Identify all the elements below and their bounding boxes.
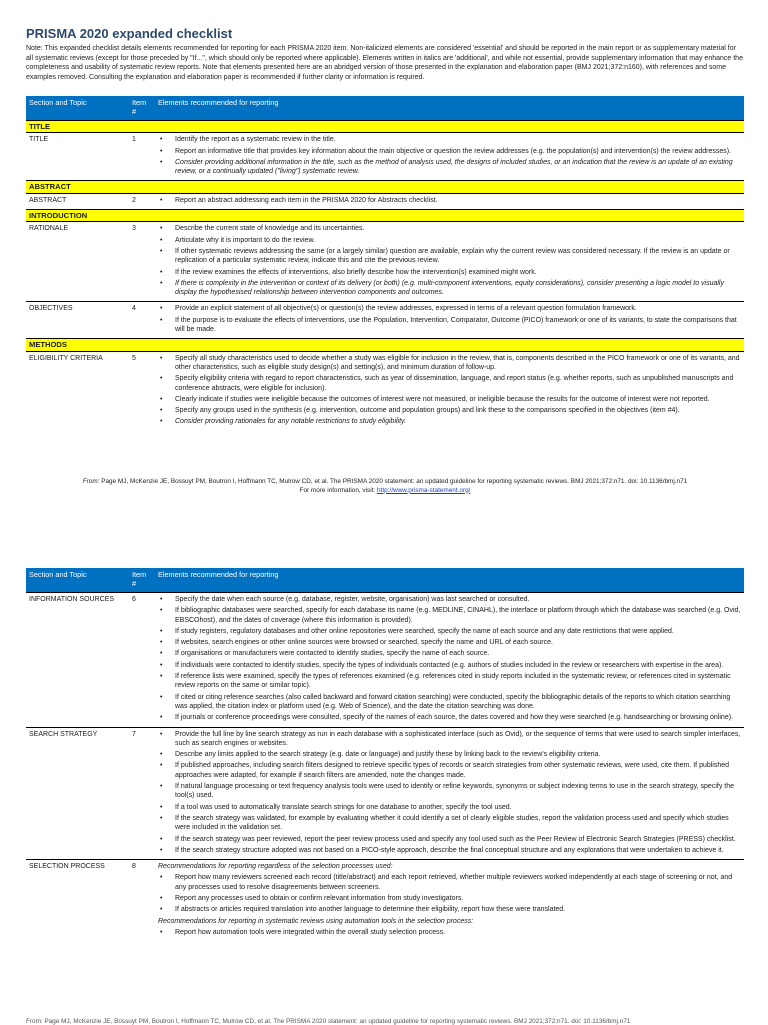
bullet-item: • If study registers, regulatory databases and other online repositories were searched, specify the name of each source and any date restrictions that were applied. xyxy=(158,627,741,636)
citation-text: Page MJ, McKenzie JE, Bossuyt PM, Boutron I, Hoffmann TC, Mulrow CD, et al. The PRISMA 2020 statement: an updated guideline for reporting systematic reviews. BMJ 2021;372:n71. doi: 10.1136/bmj.n71 xyxy=(101,478,688,485)
checklist-note: Note: This expanded checklist details elements recommended for reporting for each PRISMA 2020 item. Non-italicized elements are considered 'essential' and should be reported in the main report or as supplementary material for all systematic reviews (except for those preceded by "If...", which should only be reported where applicable). Elements written in italics are 'additional', and while not essential, provide supplementary information that may enhance the completeness and usability of systematic review reports. Note that elements presented here are an abridged version of those presented in the explanation and elaboration paper (BMJ 2021;372:n160), with references and some examples removed. Consulting the explanation and elaboration paper is recommended if further clarity or information is required. xyxy=(26,45,743,81)
elements-cell xyxy=(155,860,744,942)
citation-footer xyxy=(26,478,744,495)
topic-cell: OBJECTIVES xyxy=(26,302,129,339)
bullet-item: • Report an abstract addressing each item in the PRISMA 2020 for Abstracts checklist. xyxy=(158,196,741,205)
checklist-row xyxy=(26,351,744,431)
section-header-row xyxy=(26,121,744,133)
bullet-list xyxy=(158,196,741,205)
bullet-item: • Describe the current state of knowledge and its uncertainties. xyxy=(158,224,741,233)
bullet-item: • If the purpose is to evaluate the effects of interventions, use the Population, Intervention, Comparator, Outcome (PICO) framework or one of its variants, to state the comparisons that will be made. xyxy=(158,316,741,335)
item-number-cell: 4 xyxy=(129,302,155,339)
checklist-row xyxy=(26,133,744,181)
checklist-row xyxy=(26,593,744,728)
bullet-item: • If abstracts or articles required translation into another language to determine their eligibility, report how these were translated. xyxy=(158,905,741,914)
bullet-item: • If the search strategy was peer reviewed, report the peer review process used and specify any tool used such as the Peer Review of Electronic Search Strategies (PRESS) checklist. xyxy=(158,835,741,844)
bullet-item: • If reference lists were examined, specify the types of references examined (e.g. references cited in study reports included in the systematic review, or references cited in systematic review reports on the same or similar topic). xyxy=(158,672,741,691)
topic-cell: RATIONALE xyxy=(26,222,129,302)
bullet-item: • If the search strategy was validated, for example by evaluating whether it could identify a set of clearly eligible studies, report the validation process used and specify which studies were included in the validation set. xyxy=(158,814,741,833)
citation-footer-page-2: From: Page MJ, McKenzie JE, Bossuyt PM, Boutron I, Hoffmann TC, Mulrow CD, et al. The PRISMA 2020 statement: an updated guideline for reporting systematic reviews. BMJ 2021;372:n71. doi: 10.1136/bmj.n71 xyxy=(26,1018,631,1025)
prisma-website-link[interactable]: http://www.prisma-statement.org/ xyxy=(377,486,471,494)
item-number-cell: 1 xyxy=(129,133,155,181)
section-header: TITLE xyxy=(26,121,744,133)
bullet-item: • Specify all study characteristics used to decide whether a study was eligible for inclusion in the review, that is, components described in the PICO framework or one of its variants, and other characteristics, such as eligible study design(s) and setting(s), and minimum duration of follow-up. xyxy=(158,354,741,373)
page-gap xyxy=(0,530,768,558)
header-elements: Elements recommended for reporting xyxy=(155,568,744,593)
checklist-row xyxy=(26,222,744,302)
bullet-item: • If natural language processing or text frequency analysis tools were used to identify or refine keywords, synonyms or subject indexing terms to use in the search strategy, specify the tool(s) used. xyxy=(158,782,741,801)
bullet-list xyxy=(158,304,741,334)
bullet-item: • Articulate why it is important to do the review. xyxy=(158,236,741,245)
item-number-cell: 8 xyxy=(129,860,155,942)
bullet-item: • If a tool was used to automatically translate search strings for one database to another, specify the tool used. xyxy=(158,803,741,812)
elements-cell xyxy=(155,193,744,209)
checklist-row xyxy=(26,193,744,209)
bullet-item: • Specify any groups used in the synthesis (e.g. intervention, outcome and population groups) and link these to the comparisons specified in the objectives (item #4). xyxy=(158,406,741,415)
elements-cell xyxy=(155,727,744,860)
bullet-list xyxy=(158,862,741,937)
bullet-item: • Report an informative title that provides key information about the main objective or question the review addresses (e.g. the population(s) and intervention(s) the review addresses). xyxy=(158,147,741,156)
section-header: INTRODUCTION xyxy=(26,210,744,222)
topic-cell: SELECTION PROCESS xyxy=(26,860,129,942)
topic-cell: ABSTRACT xyxy=(26,193,129,209)
bullet-item: • If bibliographic databases were searched, specify for each database its name (e.g. MEDLINE, CINAHL), the interface or platform through which the database was searched (e.g. Ovid, EBSCOhost), and the dates of coverage (where this information is provided). xyxy=(158,606,741,625)
citation-label: From: xyxy=(82,478,100,485)
bullet-item: • Report any processes used to obtain or confirm relevant information from study investigators. xyxy=(158,894,741,903)
bullet-item: • If other systematic reviews addressing the same (or a largely similar) question are available, explain why the current review was considered necessary. If the review is an update or replication of a particular systematic review, indicate this and cite the previous review. xyxy=(158,247,741,266)
section-header-row xyxy=(26,210,744,222)
header-item-number: Item # xyxy=(129,568,155,593)
topic-cell: ELIGIBILITY CRITERIA xyxy=(26,351,129,431)
elements-cell xyxy=(155,133,744,181)
bullet-item: • Provide the full line by line search strategy as run in each database with a sophisticated interface (such as Ovid), or the sequence of terms that were used to search simpler interfaces, such as search engines or websites. xyxy=(158,730,741,749)
subheading: Recommendations for reporting in systematic reviews using automation tools in the selection process: xyxy=(158,917,474,925)
item-number-cell: 5 xyxy=(129,351,155,431)
table-header-row xyxy=(26,568,744,593)
bullet-item: • Describe any limits applied to the search strategy (e.g. date or language) and justify these by linking back to the review's eligibility criteria. xyxy=(158,750,741,759)
bullet-list xyxy=(158,595,741,723)
bullet-item: • If the search strategy structure adopted was not based on a PICO-style approach, describe the final conceptual structure and any explorations that were undertaken to achieve it. xyxy=(158,846,741,855)
header-section-topic: Section and Topic xyxy=(26,568,129,593)
checklist-row xyxy=(26,302,744,339)
bullet-item: • Consider providing rationales for any notable restrictions to study eligibility. xyxy=(158,417,741,426)
more-info-text: For more information, visit: xyxy=(299,486,376,494)
header-item-number: Item # xyxy=(129,96,155,121)
topic-cell: SEARCH STRATEGY xyxy=(26,727,129,860)
item-number-cell: 2 xyxy=(129,193,155,209)
header-section-topic: Section and Topic xyxy=(26,96,129,121)
checklist-table-page-1 xyxy=(26,96,744,431)
checklist-table-page-2 xyxy=(26,568,744,941)
bullet-list xyxy=(158,730,741,856)
section-header-row xyxy=(26,339,744,351)
bullet-list xyxy=(158,135,741,176)
bullet-item: • If there is complexity in the intervention or context of its delivery (or both) (e.g. multi-component interventions, equity considerations), consider presenting a logic model to visually display the hypothesised relationship between intervention components and outcomes. xyxy=(158,279,741,298)
section-header-row xyxy=(26,181,744,193)
bullet-item: • Clearly indicate if studies were ineligible because the outcomes of interest were not measured, or ineligible because the results for the outcome of interest were not reported. xyxy=(158,395,741,404)
section-header: METHODS xyxy=(26,339,744,351)
topic-cell: INFORMATION SOURCES xyxy=(26,593,129,728)
table-header-row xyxy=(26,96,744,121)
elements-cell xyxy=(155,593,744,728)
elements-cell xyxy=(155,351,744,431)
bullet-item: • Identify the report as a systematic review in the title. xyxy=(158,135,741,144)
bullet-item: • Provide an explicit statement of all objective(s) or question(s) the review addresses, expressed in terms of a relevant question formulation framework. xyxy=(158,304,741,313)
bullet-item: • If journals or conference proceedings were consulted, specify of the names of each source, the dates covered and how they were searched (e.g. handsearching or browsing online). xyxy=(158,713,741,722)
header-elements: Elements recommended for reporting xyxy=(155,96,744,121)
checklist-row xyxy=(26,860,744,942)
elements-cell xyxy=(155,302,744,339)
bullet-list xyxy=(158,354,741,427)
section-header: ABSTRACT xyxy=(26,181,744,193)
checklist-row xyxy=(26,727,744,860)
document-page-2 xyxy=(0,558,768,1024)
bullet-item: • Report how automation tools were integrated within the overall study selection process. xyxy=(158,928,741,937)
bullet-item: • If the review examines the effects of interventions, also briefly describe how the intervention(s) examined might work. xyxy=(158,268,741,277)
bullet-item: • Report how many reviewers screened each record (title/abstract) and each report retrieved, whether multiple reviewers worked independently at each stage of screening or not, and any processes used to resolve disagreements between screeners. xyxy=(158,873,741,892)
bullet-item: • If organisations or manufacturers were contacted to identify studies, specify the name of each source. xyxy=(158,649,741,658)
bullet-item: • Specify the date when each source (e.g. database, register, website, organisation) was last searched or consulted. xyxy=(158,595,741,604)
bullet-item: • Specify eligibility criteria with regard to report characteristics, such as year of dissemination, language, and report status (e.g. whether reports, such as unpublished manuscripts and conference abstracts, were eligible for inclusion). xyxy=(158,374,741,393)
item-number-cell: 3 xyxy=(129,222,155,302)
elements-cell xyxy=(155,222,744,302)
subheading: Recommendations for reporting regardless of the selection processes used: xyxy=(158,863,393,871)
item-number-cell: 7 xyxy=(129,727,155,860)
document-title: PRISMA 2020 expanded checklist xyxy=(26,26,233,41)
bullet-item: • If published approaches, including search filters designed to retrieve specific types of records or search strategies from other systematic reviews, were used, cite them. If published approaches were adapted, for example if search filters are amended, note the changes made. xyxy=(158,761,741,780)
bullet-item: • If websites, search engines or other online sources were browsed or searched, specify the name and URL of each source. xyxy=(158,638,741,647)
bullet-item: • If individuals were contacted to identify studies, specify the types of individuals contacted (e.g. authors of studies included in the review or researchers with expertise in the area). xyxy=(158,661,741,670)
bullet-item: • Consider providing additional information in the title, such as the method of analysis used, the designs of included studies, or an indication that the review is an update of an existing review, or a continually updated ("living") systematic review. xyxy=(158,158,741,177)
bullet-item: • If cited or citing reference searches (also called backward and forward citation searching) were conducted, specify the bibliographic details of the reports to which citation searching was applied, the citation index or platform used (e.g. Web of Science), and the date the citation searching was done. xyxy=(158,693,741,712)
bullet-list xyxy=(158,224,741,297)
topic-cell: TITLE xyxy=(26,133,129,181)
item-number-cell: 6 xyxy=(129,593,155,728)
